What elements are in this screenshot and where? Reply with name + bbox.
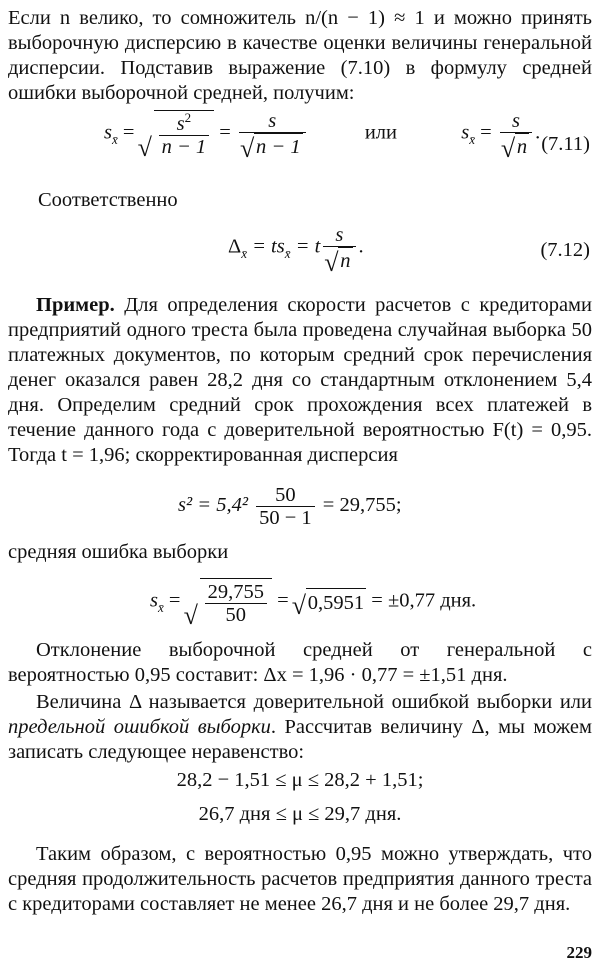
example-text: Для определения скорости расчетов с кредиторами предприятий одного треста была проведена случайная выборка 50 платежных документов, по которым средний срок перечисления денег оказался равен 28,2 дня со стандартным отклонением 5,4 дня. Определим средний срок прохождения всех платежей в течение данного года с доверительной вероятностью F(t) = 0,95. Тогда t = 1,96; скорректированная дисперсия — [8, 294, 592, 466]
definition-text-b: . Рассчитав величину Δ, мы можем записать следующее неравенство: — [8, 716, 592, 763]
paragraph-example — [8, 293, 592, 468]
f712-num: s — [335, 224, 344, 246]
paragraph-intro: Если n велико, то сомножитель n/(n − 1) ≈ 1 и можно принять выборочную дисперсию в качестве оценки величины генеральной дисперсии. Подставив выражение (7.10) в формулу средней ошибки выборочной средней, получим: — [8, 7, 592, 104]
equation-number-7-11: (7.11) — [541, 133, 590, 155]
f712-rhs: = t — [295, 235, 321, 258]
formula-7-11: $s_{x̄}$ = √ $\frac{s^2}{n - 1}$ = s √ n − 1 или $s_{x̄}$ = s √ n . — [104, 110, 540, 158]
paragraph-conclusion: Таким образом, с вероятностью 0,95 можно утверждать, что средняя продолжительность расчетов предприятия данного треста с кредиторами составляет не менее 26,7 дня и не более 29,7 дня. — [8, 843, 592, 915]
f711-or: или — [364, 121, 397, 144]
err-num: √ 29,755 — [207, 581, 264, 603]
f711-lhs-sub: x̄ — [111, 131, 118, 147]
formula-7-12: $\Delta_{x̄} = ts_{x̄} = t$ s √ n . — [228, 224, 364, 272]
f711-num2: s — [268, 110, 277, 132]
f711-sqrt1 — [140, 110, 215, 158]
inequality-1: 28,2 − 1,51 ≤ μ ≤ 28,2 + 1,51; — [176, 769, 424, 791]
f712-lhs: Δ — [228, 235, 242, 258]
f712-den: n — [338, 247, 352, 272]
f711-den1: n − 1 — [159, 135, 210, 158]
paragraph-accordingly: Соответственно — [38, 189, 178, 211]
f711-num1: s — [176, 113, 185, 135]
err-rhs: = ±0,77 дня. — [371, 589, 477, 612]
equation-number-7-12: (7.12) — [540, 239, 590, 261]
formula-error: $s_{x̄}$ = √ $\frac{29,755}{50}$ = √ 0,5951 = ±0,77 дня. — [150, 578, 476, 626]
f712-mid-sub: x̄ — [284, 245, 291, 261]
f712-lhs-sub: x̄ — [241, 245, 247, 261]
err-lhs-sub: x̄ — [157, 599, 164, 615]
page-number: 229 — [566, 943, 592, 962]
disp-den: 50 − 1 — [256, 506, 315, 529]
disp-lhs: s² = 5,4² — [178, 494, 248, 517]
example-label: Пример. — [36, 294, 115, 316]
f711-lhs: s — [104, 121, 112, 144]
err-lhs: s — [150, 589, 158, 612]
f711-den3: n — [515, 133, 529, 158]
paragraph-deviation: Отклонение выборочной средней от генеральной с вероятностью 0,95 составит: Δx = 1,96 · 0,77 = ±1,51 дня. — [8, 639, 592, 686]
f711-num1-sup: 2 — [184, 110, 192, 126]
definition-italic: предельной ошибкой выборки — [8, 716, 271, 738]
err-mid: 0,5951 — [306, 588, 366, 616]
paragraph-sample-error: средняя ошибка выборки — [8, 541, 229, 563]
err-den: 50 — [205, 603, 267, 626]
disp-rhs: = 29,755; — [322, 494, 402, 517]
f711-den2: n − 1 — [254, 133, 303, 158]
disp-num: 50 — [275, 484, 296, 506]
formula-dispersion — [178, 484, 402, 529]
inequality-2: 26,7 дня ≤ μ ≤ 29,7 дня. — [198, 803, 402, 825]
definition-text-a: Величина Δ называется доверительной ошибкой выборки или — [36, 691, 592, 713]
paragraph-definition — [8, 690, 592, 765]
f711-num3: s — [511, 110, 520, 132]
f712-mid: = ts — [252, 235, 285, 258]
